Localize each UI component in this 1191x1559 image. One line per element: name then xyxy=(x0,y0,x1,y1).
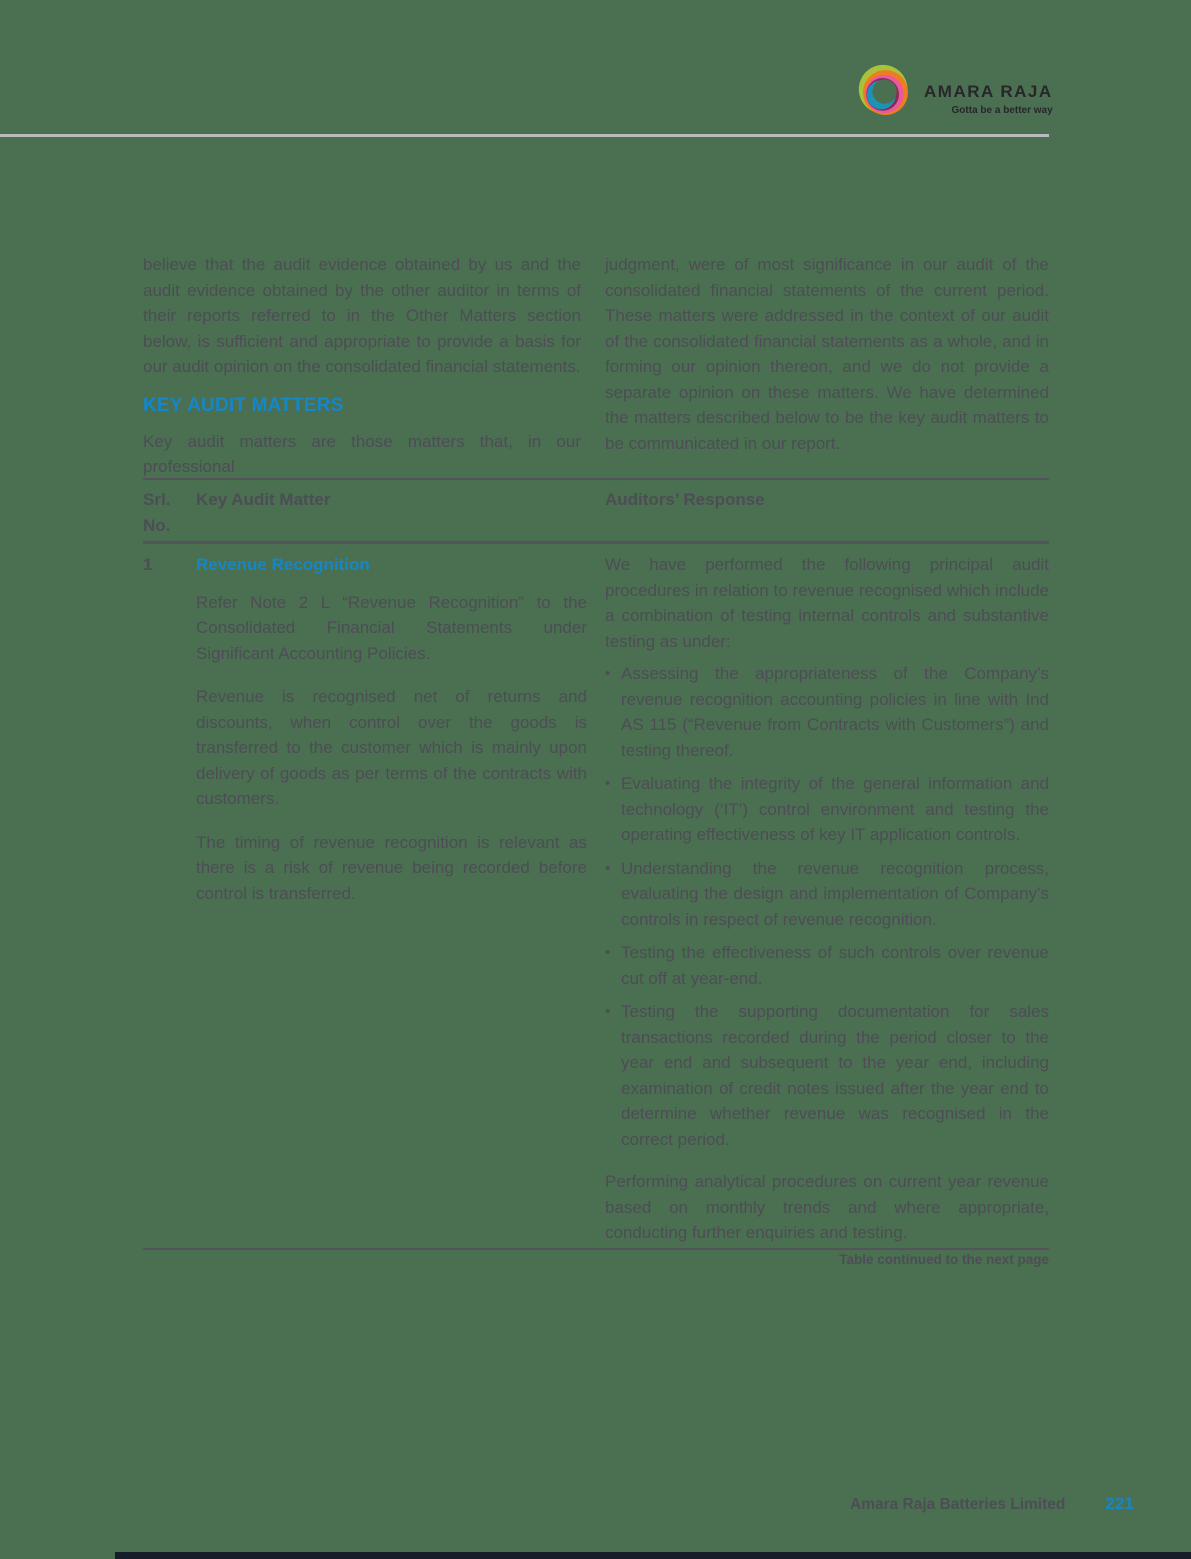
bottom-page-edge-bar xyxy=(115,1552,1191,1559)
table-continued-note: Table continued to the next page xyxy=(839,1252,1049,1267)
matter-paragraph: The timing of revenue recognition is relevant as there is a risk of revenue being recorded before control is transferred. xyxy=(196,832,587,903)
logo-text-block xyxy=(924,82,1053,116)
table-header-row xyxy=(143,480,1049,544)
key-audit-matters-table xyxy=(143,478,1049,1250)
response-bullet-item xyxy=(605,940,1049,991)
intro-left-paragraph: believe that the audit evidence obtained by us and the audit evidence obtained by the other auditor in terms of their reports referred to in the Other Matters section below, is sufficient and appropriate to provide a basis for our audit opinion on the consolidated financial statements. xyxy=(143,255,581,376)
bullet-icon: • xyxy=(605,859,611,877)
bullet-icon: • xyxy=(605,944,611,961)
intro-left-paragraph-continued: Key audit matters are those matters that, in our professional xyxy=(143,431,581,476)
response-bullet-item xyxy=(605,999,1049,1152)
footer-company-name: Amara Raja Batteries Limited xyxy=(850,1496,1066,1513)
footer-page-number: 221 xyxy=(1105,1494,1134,1513)
header-divider xyxy=(0,134,1049,137)
logo-name: AMARA RAJA xyxy=(924,82,1053,101)
srl-number-cell: 1 xyxy=(143,555,153,574)
matter-paragraph: Revenue is recognised net of returns and discounts, when control over the goods is transferred to the customer which is mainly upon delivery of goods as per terms of the contracts with customers. xyxy=(196,687,587,808)
matter-title: Revenue Recognition xyxy=(196,555,370,574)
column-header-auditors-response: Auditors’ Response xyxy=(605,490,765,509)
amara-raja-logo-mark-icon xyxy=(856,64,914,122)
column-header-key-audit-matter: Key Audit Matter xyxy=(196,490,331,509)
response-intro: We have performed the following principal audit procedures in relation to revenue recognised which include a combination of testing internal controls and substantive testing as under: xyxy=(605,555,1049,651)
response-bullet-item xyxy=(605,856,1049,933)
bullet-icon: • xyxy=(605,775,611,792)
intro-section xyxy=(143,252,1049,480)
bullet-text: Testing the supporting documentation for sales transactions recorded during the period closer to the year end and subsequent to the year end, including examination of credit notes issued after the year end to determine whether revenue was recognised in the correct period. xyxy=(621,1002,1049,1149)
response-bullet-item xyxy=(605,771,1049,848)
bullet-icon: • xyxy=(605,1003,611,1020)
bullet-icon: • xyxy=(605,665,611,682)
matter-paragraph: Refer Note 2 L “Revenue Recognition” to the Consolidated Financial Statements under Significant Accounting Policies. xyxy=(196,592,587,663)
auditors-response-cell xyxy=(587,552,1049,1246)
bullet-text: Testing the effectiveness of such controls over revenue cut off at year-end. xyxy=(621,943,1049,988)
bullet-text: Assessing the appropriateness of the Company’s revenue recognition accounting policies in line with Ind AS 115 (“Revenue from Contracts with Customers”) and testing thereof. xyxy=(621,664,1049,760)
key-audit-matter-cell xyxy=(196,552,587,1246)
table-row xyxy=(143,544,1049,1250)
response-closing-paragraph: Performing analytical procedures on current year revenue based on monthly trends and where appropriate, conducting further enquiries and testing. xyxy=(605,1172,1049,1242)
response-bullet-item xyxy=(605,661,1049,763)
bullet-text: Evaluating the integrity of the general information and technology (‘IT’) control environment and testing the operating effectiveness of key IT application controls. xyxy=(621,774,1049,844)
intro-right-column xyxy=(605,252,1049,480)
key-audit-matters-heading: KEY AUDIT MATTERS xyxy=(143,394,344,416)
column-header-srl-no: Srl. No. xyxy=(143,490,171,535)
logo-tagline: Gotta be a better way xyxy=(951,105,1053,116)
amara-raja-logo xyxy=(856,64,1053,122)
intro-right-paragraph: judgment, were of most significance in our audit of the consolidated financial statements of the current period. These matters were addressed in the context of our audit of the consolidated financial statements as a whole, and in forming our opinion thereon, and we do not provide a separate opinion on these matters. We have determined the matters described below to be the key audit matters to be communicated in our report. xyxy=(605,255,1049,453)
page-footer xyxy=(850,1494,1134,1514)
bullet-text: Understanding the revenue recognition process, evaluating the design and implementation of Company’s controls in respect of revenue recognition. xyxy=(621,858,1049,929)
intro-left-column xyxy=(143,252,581,480)
